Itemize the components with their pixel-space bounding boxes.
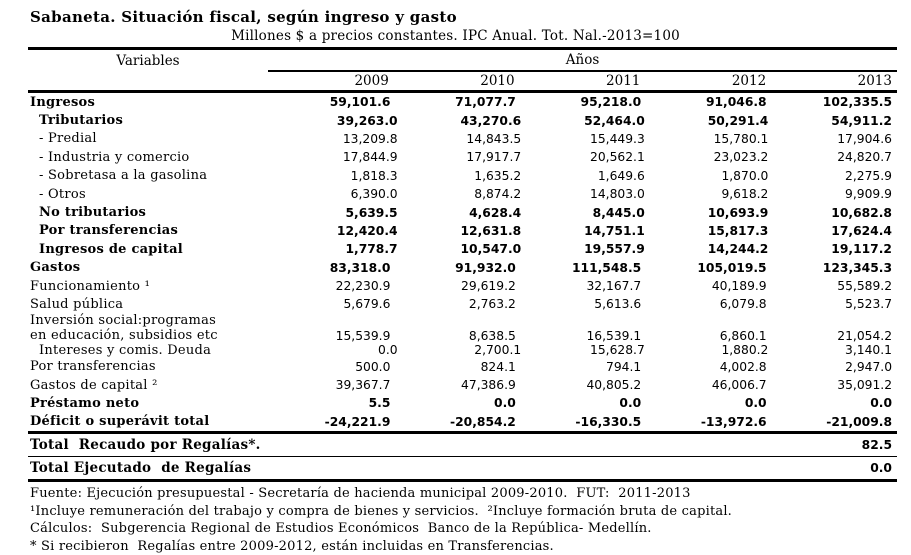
row-value: 14,843.5 <box>466 131 522 146</box>
row-value: 123,345.3 <box>822 260 893 275</box>
row-value: 59,101.6 <box>329 95 391 110</box>
row-value: -24,221.9 <box>324 414 391 429</box>
anos-label: Años <box>565 52 600 68</box>
row-label: Ingresos de capital <box>39 241 183 257</box>
row-value: 2,700.1 <box>474 343 522 358</box>
table-row <box>28 130 897 148</box>
total-value: 0.0 <box>870 461 892 476</box>
row-value: 8,638.5 <box>468 328 516 343</box>
row-label: - Sobretasa a la gasolina <box>39 168 208 184</box>
table-row <box>28 111 897 129</box>
table-row <box>28 314 897 329</box>
footnote-line: Fuente: Ejecución presupuestal - Secretaría de hacienda municipal 2009-2010. FUT: 2011-2013 <box>30 486 691 502</box>
row-label: Ingresos <box>30 94 96 110</box>
row-value: 17,844.9 <box>342 150 398 165</box>
row-label: - Otros <box>39 186 86 202</box>
row-value: 5,613.6 <box>594 297 642 312</box>
row-value: 2,947.0 <box>845 359 893 374</box>
row-value: 0.0 <box>494 396 516 411</box>
row-value: 500.0 <box>355 359 391 374</box>
row-label: Funcionamiento ¹ <box>30 278 151 294</box>
row-value: 4,002.8 <box>719 359 767 374</box>
table-row <box>28 148 897 166</box>
year-header: 2009 <box>354 73 389 89</box>
row-label: Inversión social:programas <box>30 313 217 329</box>
footnote-line: * Si recibieron Regalías entre 2009-2012, están incluidas en Transferencias. <box>30 538 554 554</box>
row-value: 10,682.8 <box>831 205 892 220</box>
row-value: 105,019.5 <box>697 260 767 275</box>
total-label: Total Ejecutado de Regalías <box>30 460 252 477</box>
fiscal-table <box>28 47 897 482</box>
row-value: 9,909.9 <box>845 187 892 202</box>
row-value: 15,780.1 <box>713 131 769 146</box>
table-row <box>28 203 897 221</box>
row-value: 20,562.1 <box>590 150 645 165</box>
year-header: 2011 <box>606 73 641 89</box>
table-row <box>28 357 897 375</box>
page-title: Sabaneta. Situación fiscal, según ingreso y gasto <box>30 8 457 26</box>
row-value: 1,778.7 <box>345 242 398 257</box>
year-header: 2010 <box>480 73 515 89</box>
row-value: 14,244.2 <box>707 242 769 257</box>
row-value: 111,548.5 <box>571 260 642 275</box>
row-value: 54,911.2 <box>831 113 892 128</box>
row-value: 794.1 <box>606 359 642 374</box>
year-header: 2013 <box>857 73 892 89</box>
row-value: 1,818.3 <box>350 168 398 183</box>
row-value: 13,209.8 <box>342 131 398 146</box>
table-row <box>28 222 897 240</box>
row-label: Intereses y comis. Deuda <box>39 342 212 358</box>
row-value: 14,803.0 <box>590 187 645 202</box>
row-value: -16,330.5 <box>575 414 642 429</box>
row-label: Por transferencias <box>30 359 156 375</box>
totals-row <box>28 434 897 456</box>
row-value: 8,445.0 <box>592 205 645 220</box>
row-value: 83,318.0 <box>329 260 391 275</box>
row-value: 17,624.4 <box>831 223 892 238</box>
table-row <box>28 328 897 343</box>
row-value: 17,917.7 <box>466 150 522 165</box>
table-row <box>28 295 897 313</box>
row-value: 0.0 <box>870 396 893 411</box>
row-value: 1,649.6 <box>597 168 645 183</box>
row-value: 40,805.2 <box>586 378 642 393</box>
page-subtitle: Millones $ a precios constantes. IPC Anual. Tot. Nal.-2013=100 <box>231 28 680 44</box>
table-row <box>28 277 897 295</box>
row-value: 46,006.7 <box>711 378 767 393</box>
row-value: 6,079.8 <box>719 297 767 312</box>
row-value: 5,523.7 <box>845 297 893 312</box>
row-label: Tributarios <box>39 113 124 129</box>
column-header-anos <box>268 50 897 72</box>
table-row <box>28 413 897 431</box>
row-value: 1,870.0 <box>721 168 769 183</box>
row-value: 39,263.0 <box>336 113 398 128</box>
table-row <box>28 259 897 277</box>
row-label: Por transferencias <box>39 223 179 239</box>
table-row <box>28 185 897 203</box>
row-value: 6,860.1 <box>719 328 767 343</box>
row-value: 23,023.2 <box>713 150 769 165</box>
table-row <box>28 240 897 258</box>
row-label: - Predial <box>39 131 97 147</box>
row-value: 15,817.3 <box>707 223 769 238</box>
row-value: 39,367.7 <box>335 378 391 393</box>
table-row <box>28 343 897 358</box>
table-row <box>28 376 897 394</box>
row-value: 32,167.7 <box>586 279 642 294</box>
row-value: 22,230.9 <box>335 279 391 294</box>
row-label: Gastos <box>30 260 81 276</box>
table-row <box>28 93 897 111</box>
row-value: 0.0 <box>744 396 767 411</box>
table-rows <box>28 93 897 431</box>
row-value: 10,547.0 <box>460 242 522 257</box>
row-value: -20,854.2 <box>450 414 516 429</box>
fiscal-report-page <box>0 8 911 553</box>
row-value: 14,751.1 <box>584 223 645 238</box>
total-value: 82.5 <box>861 438 892 453</box>
row-value: 5,639.5 <box>345 205 398 220</box>
row-value: 10,693.9 <box>707 205 769 220</box>
footnote-line: Cálculos: Subgerencia Regional de Estudios Económicos Banco de la República- Medellín. <box>30 521 652 537</box>
row-value: 9,618.2 <box>721 187 769 202</box>
table-header-group <box>28 50 897 72</box>
column-header-variables: Variables <box>116 53 180 69</box>
row-label: Déficit o superávit total <box>30 414 210 430</box>
row-label: Salud pública <box>30 296 124 312</box>
row-value: 5,679.6 <box>343 297 391 312</box>
row-value: 1,880.2 <box>721 343 769 358</box>
row-value: 40,189.9 <box>711 279 767 294</box>
row-value: -21,009.8 <box>826 414 893 429</box>
row-value: 1,635.2 <box>474 168 522 183</box>
row-value: 15,539.9 <box>335 328 391 343</box>
row-value: 17,904.6 <box>837 131 892 146</box>
table-row <box>28 167 897 185</box>
row-value: 15,449.3 <box>590 131 645 146</box>
row-value: 8,874.2 <box>474 187 522 202</box>
table-row <box>28 394 897 412</box>
year-header-row <box>28 72 897 90</box>
divider-bottom <box>28 479 897 482</box>
year-header: 2012 <box>731 73 767 89</box>
row-value: 95,218.0 <box>580 95 642 110</box>
row-value: 3,140.1 <box>845 343 892 358</box>
row-value: 824.1 <box>480 359 516 374</box>
row-value: 91,932.0 <box>455 260 516 275</box>
row-label: en educación, subsidios etc <box>30 328 218 344</box>
row-label: No tributarios <box>39 205 147 221</box>
row-value: 4,628.4 <box>469 205 522 220</box>
row-value: 0.0 <box>619 396 642 411</box>
row-value: 12,420.4 <box>336 223 398 238</box>
row-value: 19,557.9 <box>584 242 645 257</box>
row-label: Préstamo neto <box>30 395 140 411</box>
row-value: 24,820.7 <box>837 150 892 165</box>
row-value: 52,464.0 <box>584 113 645 128</box>
row-value: 35,091.2 <box>837 378 893 393</box>
total-label: Total Recaudo por Regalías*. <box>30 437 261 454</box>
row-value: 55,589.2 <box>837 279 893 294</box>
row-value: 0.0 <box>378 343 398 358</box>
row-value: 102,335.5 <box>822 95 893 110</box>
row-value: 71,077.7 <box>455 95 516 110</box>
row-label: - Industria y comercio <box>39 149 190 165</box>
row-value: 2,275.9 <box>845 168 892 183</box>
row-label: Gastos de capital ² <box>30 377 158 393</box>
row-value: -13,972.6 <box>700 414 767 429</box>
row-value: 16,539.1 <box>586 328 642 343</box>
footnote-line: ¹Incluye remuneración del trabajo y compra de bienes y servicios. ²Incluye formación bruta de capital. <box>30 503 733 519</box>
row-value: 15,628.7 <box>590 343 645 358</box>
row-value: 2,763.2 <box>468 297 516 312</box>
row-value: 12,631.8 <box>460 223 522 238</box>
row-value: 29,619.2 <box>461 279 516 294</box>
totals-row <box>28 457 897 479</box>
row-value: 50,291.4 <box>707 113 769 128</box>
row-value: 21,054.2 <box>837 328 893 343</box>
row-value: 19,117.2 <box>831 242 892 257</box>
row-value: 91,046.8 <box>705 95 767 110</box>
row-value: 5.5 <box>368 396 391 411</box>
row-value: 47,386.9 <box>461 378 516 393</box>
footnotes <box>30 486 897 555</box>
row-value: 6,390.0 <box>350 187 398 202</box>
row-value: 43,270.6 <box>460 113 522 128</box>
